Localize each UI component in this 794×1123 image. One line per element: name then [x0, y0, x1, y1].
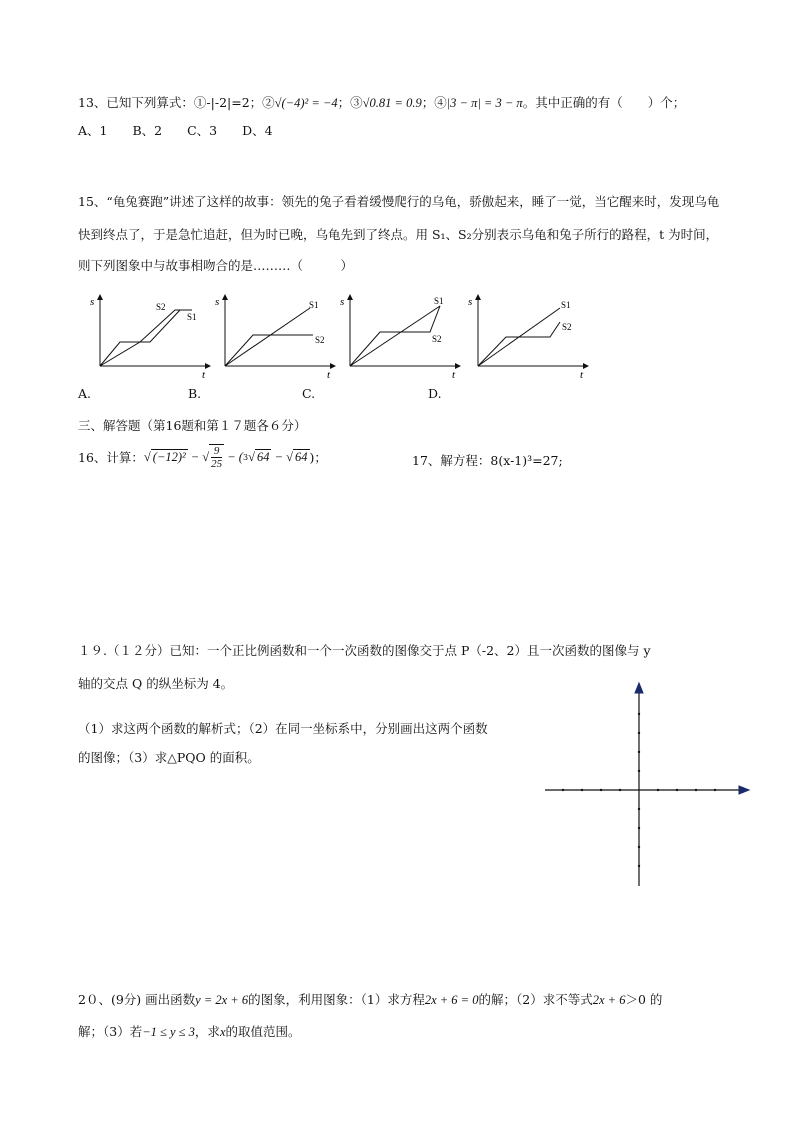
q17-text: 17、解方程：8(x-1)³=27; [412, 453, 563, 468]
graph-a-s-label: s [90, 296, 95, 308]
graph-b-s2: S2 [315, 335, 325, 345]
coordinate-plane [540, 676, 755, 891]
graph-a-s2: S2 [156, 302, 166, 312]
section3-heading: 三、解答题（第16题和第１７题各６分） [78, 418, 307, 433]
q13-prefix: 13、已知下列算式：①-|-2|=2；② [78, 95, 275, 110]
q16-term1: (−12)² [152, 450, 186, 464]
q16-frac-den: 25 [211, 458, 223, 470]
graph-a-s1-line [100, 310, 192, 366]
q20-line2a: 解；（3）若 [78, 1024, 143, 1039]
graph-d-s-label: s [468, 296, 473, 308]
graph-a-s1: S1 [187, 312, 197, 322]
q16-sqrt-arg: 64 [295, 450, 308, 464]
graph-b-s-label: s [215, 296, 220, 308]
graph-c-s2: S2 [432, 334, 442, 344]
q16-cbrt-arg: 64 [256, 450, 270, 464]
q20-part3: 的解；（2）求不等式 [478, 992, 593, 1007]
q16-sqrt1: √ (−12)² [143, 450, 186, 464]
q20-line2c: 的取值范围。 [225, 1024, 301, 1039]
q19-line2: 轴的交点 Q 的纵坐标为 4。 [78, 676, 234, 691]
q13-options: A、1 B、2 C、3 D、4 [78, 123, 273, 138]
q16-mid: − [271, 449, 287, 464]
graph-d-s1: S1 [561, 300, 571, 310]
graph-d-option: D. [428, 386, 442, 401]
q15-line3: 则下列图象中与故事相吻合的是………（ ） [78, 258, 354, 273]
q19-line3: （1）求这两个函数的解析式；（2）在同一坐标系中，分别画出这两个函数 [78, 721, 488, 736]
graph-b-option: B. [188, 386, 202, 401]
q13-suffix: 。其中正确的有（ ）个； [522, 95, 686, 110]
q13-line [78, 93, 685, 111]
graph-d-t-label: t [580, 369, 584, 381]
q20-part1: 2０、(9分) 画出函数 [78, 992, 196, 1007]
graph-a-s2-line [100, 310, 180, 366]
graph-c-s1-line [350, 306, 440, 366]
graph-c-s-label: s [340, 296, 345, 308]
q20-part4: ＞0 的 [625, 992, 663, 1007]
q13-expr2: √(−4)² = −4 [274, 96, 338, 110]
q20-line2b: ，求 [194, 1024, 220, 1039]
graph-a [90, 295, 210, 381]
q20-line2 [78, 1022, 301, 1040]
q20-eq: 2x + 6 = 0 [424, 993, 479, 1007]
q19-line4: 的图像；（3）求△PQO 的面积。 [78, 750, 260, 765]
graph-b-s1: S1 [309, 300, 319, 310]
q16-fraction [211, 445, 222, 470]
q15-graphs [80, 290, 600, 390]
q20-range: −1 ≤ y ≤ 3 [142, 1025, 195, 1039]
q15-line1: 15、“龟兔赛跑”讲述了这样的故事：领先的兔子看着缓慢爬行的乌龟，骄傲起来，睡了一觉，当它醒来时，发现乌龟 [78, 194, 720, 209]
graph-c [340, 295, 460, 381]
q16-cbrt-index: 3 [242, 452, 249, 462]
q16-sqrt3: √ 64 [286, 450, 308, 464]
q19-line1: １９.（１２分）已知：一个正比例函数和一个一次函数的图像交于点 P（-2、2）且一次函数的图像与 y [78, 643, 651, 658]
graph-d [468, 295, 588, 381]
graph-d-s2: S2 [562, 322, 572, 332]
graph-b-s2-line [225, 335, 313, 366]
q16-prefix: 16、计算： [78, 450, 144, 465]
q16-frac-num: 9 [211, 445, 222, 458]
q16-sqrt2: √ $\frac{9}{25}$ [202, 445, 223, 470]
q15-line2: 快到终点了，于是急忙追赶，但为时已晚，乌龟先到了终点。用 S₁、S₂分别表示乌龟和兔子所行的路程，t 为时间， [78, 227, 719, 242]
graph-a-t-label: t [202, 369, 206, 381]
graph-b-t-label: t [327, 369, 331, 381]
q20-ineq: 2x + 6 [592, 993, 626, 1007]
q20-part2: 的图象，利用图象：（1）求方程 [248, 992, 425, 1007]
q16-line [78, 444, 327, 470]
graph-c-s1: S1 [434, 296, 444, 306]
graph-b [215, 295, 335, 381]
q20-line1 [78, 990, 662, 1008]
q13-sep3: ；③ [337, 95, 363, 110]
q20-func: y = 2x + 6 [195, 993, 249, 1007]
q20-var: x [219, 1025, 226, 1039]
q13-expr4: |3 − π| = 3 − π [446, 96, 523, 110]
graph-c-t-label: t [452, 369, 456, 381]
q16-tail-close: )； [309, 450, 327, 465]
graph-b-s1-line [225, 308, 310, 366]
q16-tail-open: − ( [224, 449, 243, 464]
q13-sep4: ；④ [421, 95, 447, 110]
q13-expr3: √0.81 = 0.9 [362, 96, 422, 110]
graph-a-option: A. [78, 386, 92, 401]
graph-d-s2-line [478, 322, 560, 366]
q16-cbrt: √ 64 [248, 450, 270, 464]
q16-minus: − [190, 449, 200, 464]
graph-c-option: C. [302, 386, 316, 401]
